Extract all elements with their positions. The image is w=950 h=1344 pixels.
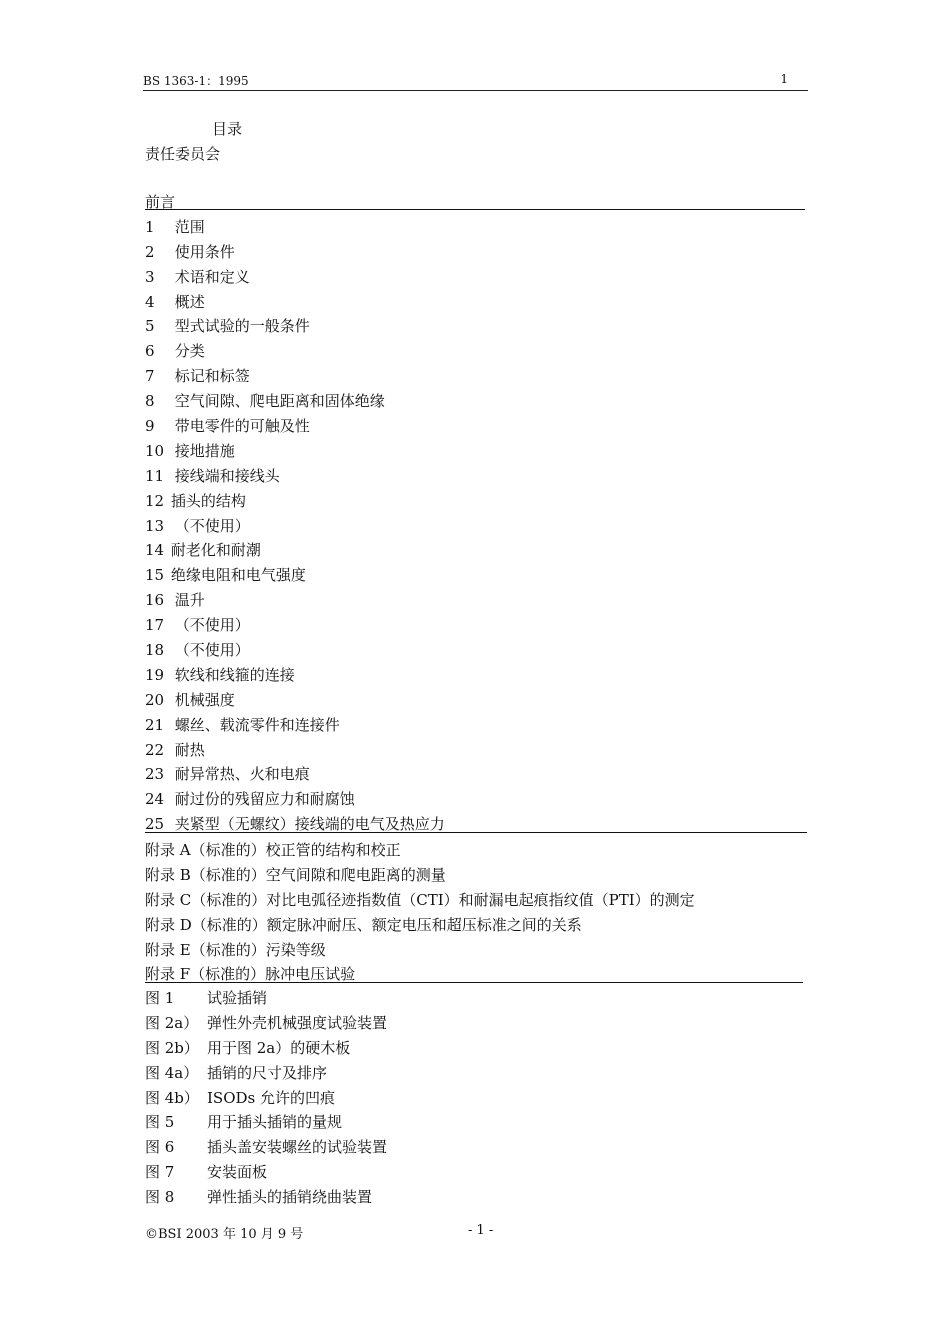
clause-number: 17 [145, 616, 165, 635]
toc-entry-annex: 附录 B（标准的）空气间隙和爬电距离的测量 [145, 865, 446, 884]
clause-title: 使用条件 [174, 242, 235, 261]
clause-title: 机械强度 [174, 690, 235, 709]
toc-entry-clause [145, 563, 445, 588]
clause-number: 4 [145, 292, 155, 311]
figure-number: 图 4a） [145, 1063, 199, 1082]
clause-number: 10 [145, 441, 165, 460]
toc-entry-figure [145, 1160, 387, 1185]
toc-entry-figure [145, 1185, 387, 1210]
toc-entry-annex: 附录 F（标准的）脉冲电压试验 [145, 965, 356, 984]
figure-number: 图 2a） [145, 1013, 199, 1032]
clause-number: 8 [145, 392, 155, 411]
clause-title: 带电零件的可触及性 [174, 417, 310, 436]
clause-number: 9 [145, 417, 155, 436]
figure-title: 用于插头插销的量规 [207, 1113, 343, 1132]
copyright-notice: ©BSI 2003 年 10 月 9 号 [145, 1227, 304, 1242]
figure-number: 图 4b） [145, 1088, 199, 1107]
clause-number: 24 [145, 790, 165, 809]
toc-title: 目录 [212, 120, 243, 138]
clause-number: 11 [145, 466, 165, 485]
clause-number: 16 [145, 591, 165, 610]
toc-annexes [145, 838, 695, 987]
toc-entry-clause [145, 538, 445, 563]
clause-number: 3 [145, 267, 155, 286]
clause-title: 分类 [174, 342, 205, 361]
toc-entry-annex: 附录 D（标准的）额定脉冲耐压、额定电压和超压标准之间的关系 [145, 915, 582, 934]
toc-figures [145, 986, 387, 1210]
toc-entry-preface: 前言 [145, 193, 176, 211]
clause-title: （不使用） [174, 641, 250, 660]
clause-title: 耐热 [174, 740, 205, 759]
clause-title: 耐异常热、火和电痕 [174, 765, 310, 784]
clause-title: 插头的结构 [170, 491, 246, 510]
clause-title: 温升 [174, 591, 205, 610]
clause-title: 耐过份的残留应力和耐腐蚀 [174, 790, 355, 809]
toc-entry-figure [145, 1036, 387, 1061]
figure-title: 试验插销 [207, 989, 268, 1007]
clause-title: 软线和线箍的连接 [174, 665, 295, 684]
clause-number: 1 [145, 217, 155, 236]
figure-title: 弹性插头的插销绕曲装置 [207, 1188, 373, 1207]
figure-title: 弹性外壳机械强度试验装置 [207, 1013, 388, 1032]
toc-entry-clause [145, 787, 445, 812]
clause-title: 绝缘电阻和电气强度 [170, 566, 306, 585]
toc-entry-clause [145, 638, 445, 663]
clause-title: 概述 [174, 292, 205, 311]
toc-entry-clause [145, 688, 445, 713]
clause-number: 18 [145, 641, 165, 660]
clause-title: 夹紧型（无螺纹）接线端的电气及热应力 [174, 815, 445, 834]
clause-title: 接地措施 [174, 441, 235, 460]
clause-title: 耐老化和耐潮 [170, 541, 261, 560]
toc-entry-clause [145, 240, 445, 265]
standard-number: BS 1363-1：1995 [143, 74, 249, 88]
toc-entry-clause [145, 738, 445, 763]
clause-title: 术语和定义 [174, 267, 250, 286]
clause-number: 6 [145, 342, 155, 361]
toc-entry-clause [145, 588, 445, 613]
toc-entry-figure [145, 1086, 387, 1111]
toc-entry-annex: 附录 E（标准的）污染等级 [145, 940, 326, 959]
toc-entry-committee: 责任委员会 [145, 145, 221, 163]
clause-number: 2 [145, 242, 155, 261]
toc-entry-clause [145, 414, 445, 439]
clause-number: 25 [145, 815, 165, 834]
toc-entry-clause [145, 439, 445, 464]
clause-number: 13 [145, 516, 165, 535]
clause-title: 型式试验的一般条件 [174, 317, 310, 336]
clause-number: 20 [145, 690, 165, 709]
clause-title: 螺丝、载流零件和连接件 [174, 715, 340, 734]
figure-number: 图 8 [145, 1188, 175, 1207]
toc-entry-figure [145, 1061, 387, 1086]
toc-entry-annex: 附录 C（标准的）对比电弧径迹指数值（CTI）和耐漏电起痕指纹值（PTI）的测定 [145, 890, 695, 909]
toc-entry-figure [145, 986, 387, 1011]
figure-title: ISODs 允许的凹痕 [207, 1088, 335, 1107]
figure-number: 图 6 [145, 1138, 175, 1157]
toc-entry-clause [145, 613, 445, 638]
figure-number: 图 7 [145, 1163, 175, 1182]
clause-title: （不使用） [174, 616, 250, 635]
figure-title: 用于图 2a）的硬木板 [207, 1038, 351, 1057]
toc-entry-clause [145, 663, 445, 688]
figure-number: 图 2b） [145, 1038, 199, 1057]
figure-title: 插销的尺寸及排序 [207, 1063, 328, 1082]
toc-entry-clause [145, 290, 445, 315]
clause-title: （不使用） [174, 516, 250, 535]
footer-page-number: - 1 - [468, 1223, 494, 1238]
figure-number: 图 1 [145, 989, 175, 1007]
annexes-underline [145, 982, 803, 983]
toc-entry-clause [145, 339, 445, 364]
header-page-number: 1 [780, 72, 788, 86]
clause-title: 接线端和接线头 [174, 466, 280, 485]
figure-title: 安装面板 [207, 1163, 268, 1182]
clause-number: 7 [145, 367, 155, 386]
clause-number: 23 [145, 765, 165, 784]
clause-number: 5 [145, 317, 155, 336]
toc-entry-clause [145, 215, 445, 240]
clause-number: 14 [145, 541, 165, 560]
clause-title: 空气间隙、爬电距离和固体绝缘 [174, 392, 385, 411]
clause-number: 19 [145, 665, 165, 684]
clause-title: 标记和标签 [174, 367, 250, 386]
toc-entry-clause [145, 265, 445, 290]
clauses-underline [145, 832, 807, 833]
toc-entry-clause [145, 514, 445, 539]
toc-entry-clause [145, 489, 445, 514]
preface-underline [145, 209, 805, 210]
toc-entry-clause [145, 713, 445, 738]
toc-entry-clause [145, 314, 445, 339]
toc-entry-clause [145, 364, 445, 389]
toc-entry-figure [145, 1110, 387, 1135]
toc-entry-clause [145, 464, 445, 489]
toc-entry-clause [145, 812, 445, 837]
clause-title: 范围 [174, 217, 205, 236]
toc-entry-clause [145, 389, 445, 414]
clause-number: 12 [145, 491, 165, 510]
toc-entry-figure [145, 1135, 387, 1160]
toc-entry-annex: 附录 A（标准的）校正管的结构和校正 [145, 841, 401, 859]
clause-number: 15 [145, 566, 165, 585]
toc-clauses [145, 190, 445, 837]
clause-number: 22 [145, 740, 165, 759]
figure-number: 图 5 [145, 1113, 175, 1132]
figure-title: 插头盖安装螺丝的试验装置 [207, 1138, 388, 1157]
page-header [143, 72, 808, 91]
toc-entry-figure [145, 1011, 387, 1036]
toc-entry-clause [145, 762, 445, 787]
clause-number: 21 [145, 715, 165, 734]
